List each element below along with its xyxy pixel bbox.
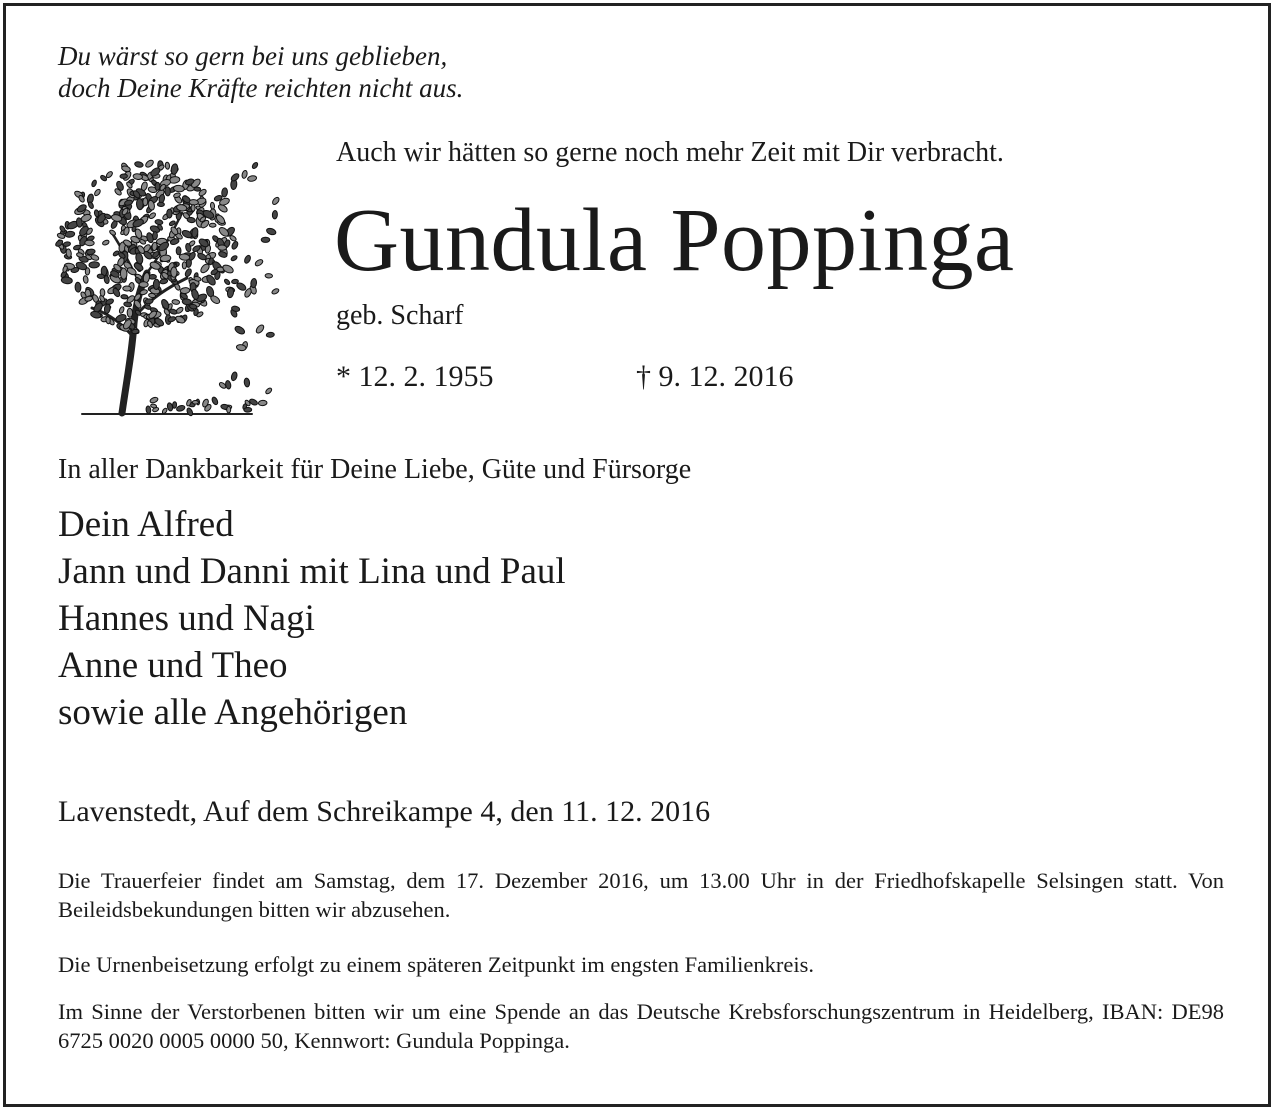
mourner-line: Anne und Theo bbox=[58, 645, 288, 686]
motto-line-1: Du wärst so gern bei uns geblieben, bbox=[58, 41, 448, 71]
mourner-line: Hannes und Nagi bbox=[58, 598, 315, 639]
maiden-name: geb. Scharf bbox=[336, 300, 464, 331]
motto-line-2: doch Deine Kräfte reichten nicht aus. bbox=[58, 73, 464, 103]
mourner-line: sowie alle Angehörigen bbox=[58, 692, 408, 733]
donation-notice: Im Sinne der Verstorbenen bitten wir um eine Spende an das Deutsche Krebsforschungszentrum in Heidelberg, IBAN: DE98 6725 0020 0005 0000 50, Kennwort: Gundula Poppinga. bbox=[58, 999, 1224, 1053]
place-date: Lavenstedt, Auf dem Schreikampe 4, den 11. 12. 2016 bbox=[58, 795, 711, 828]
death-date: † 9. 12. 2016 bbox=[636, 360, 794, 393]
burial-notice: Die Urnenbeisetzung erfolgt zu einem späteren Zeitpunkt im engsten Familienkreis. bbox=[58, 952, 815, 977]
windswept-tree-icon bbox=[52, 138, 284, 420]
funeral-notice: Die Trauerfeier findet am Samstag, dem 17. Dezember 2016, um 13.00 Uhr in der Friedhofskapelle Selsingen statt. Von Beileidsbekundungen bitten wir abzusehen. bbox=[58, 868, 1224, 922]
deceased-name: Gundula Poppinga bbox=[334, 191, 1015, 290]
intro-line: Auch wir hätten so gerne noch mehr Zeit mit Dir verbracht. bbox=[336, 137, 1004, 168]
mourners-list bbox=[58, 501, 566, 736]
birth-date: * 12. 2. 1955 bbox=[336, 360, 494, 393]
mourner-line: Jann und Danni mit Lina und Paul bbox=[58, 551, 566, 592]
thanks-line: In aller Dankbarkeit für Deine Liebe, Güte und Fürsorge bbox=[58, 454, 692, 485]
mourner-line: Dein Alfred bbox=[58, 504, 234, 545]
